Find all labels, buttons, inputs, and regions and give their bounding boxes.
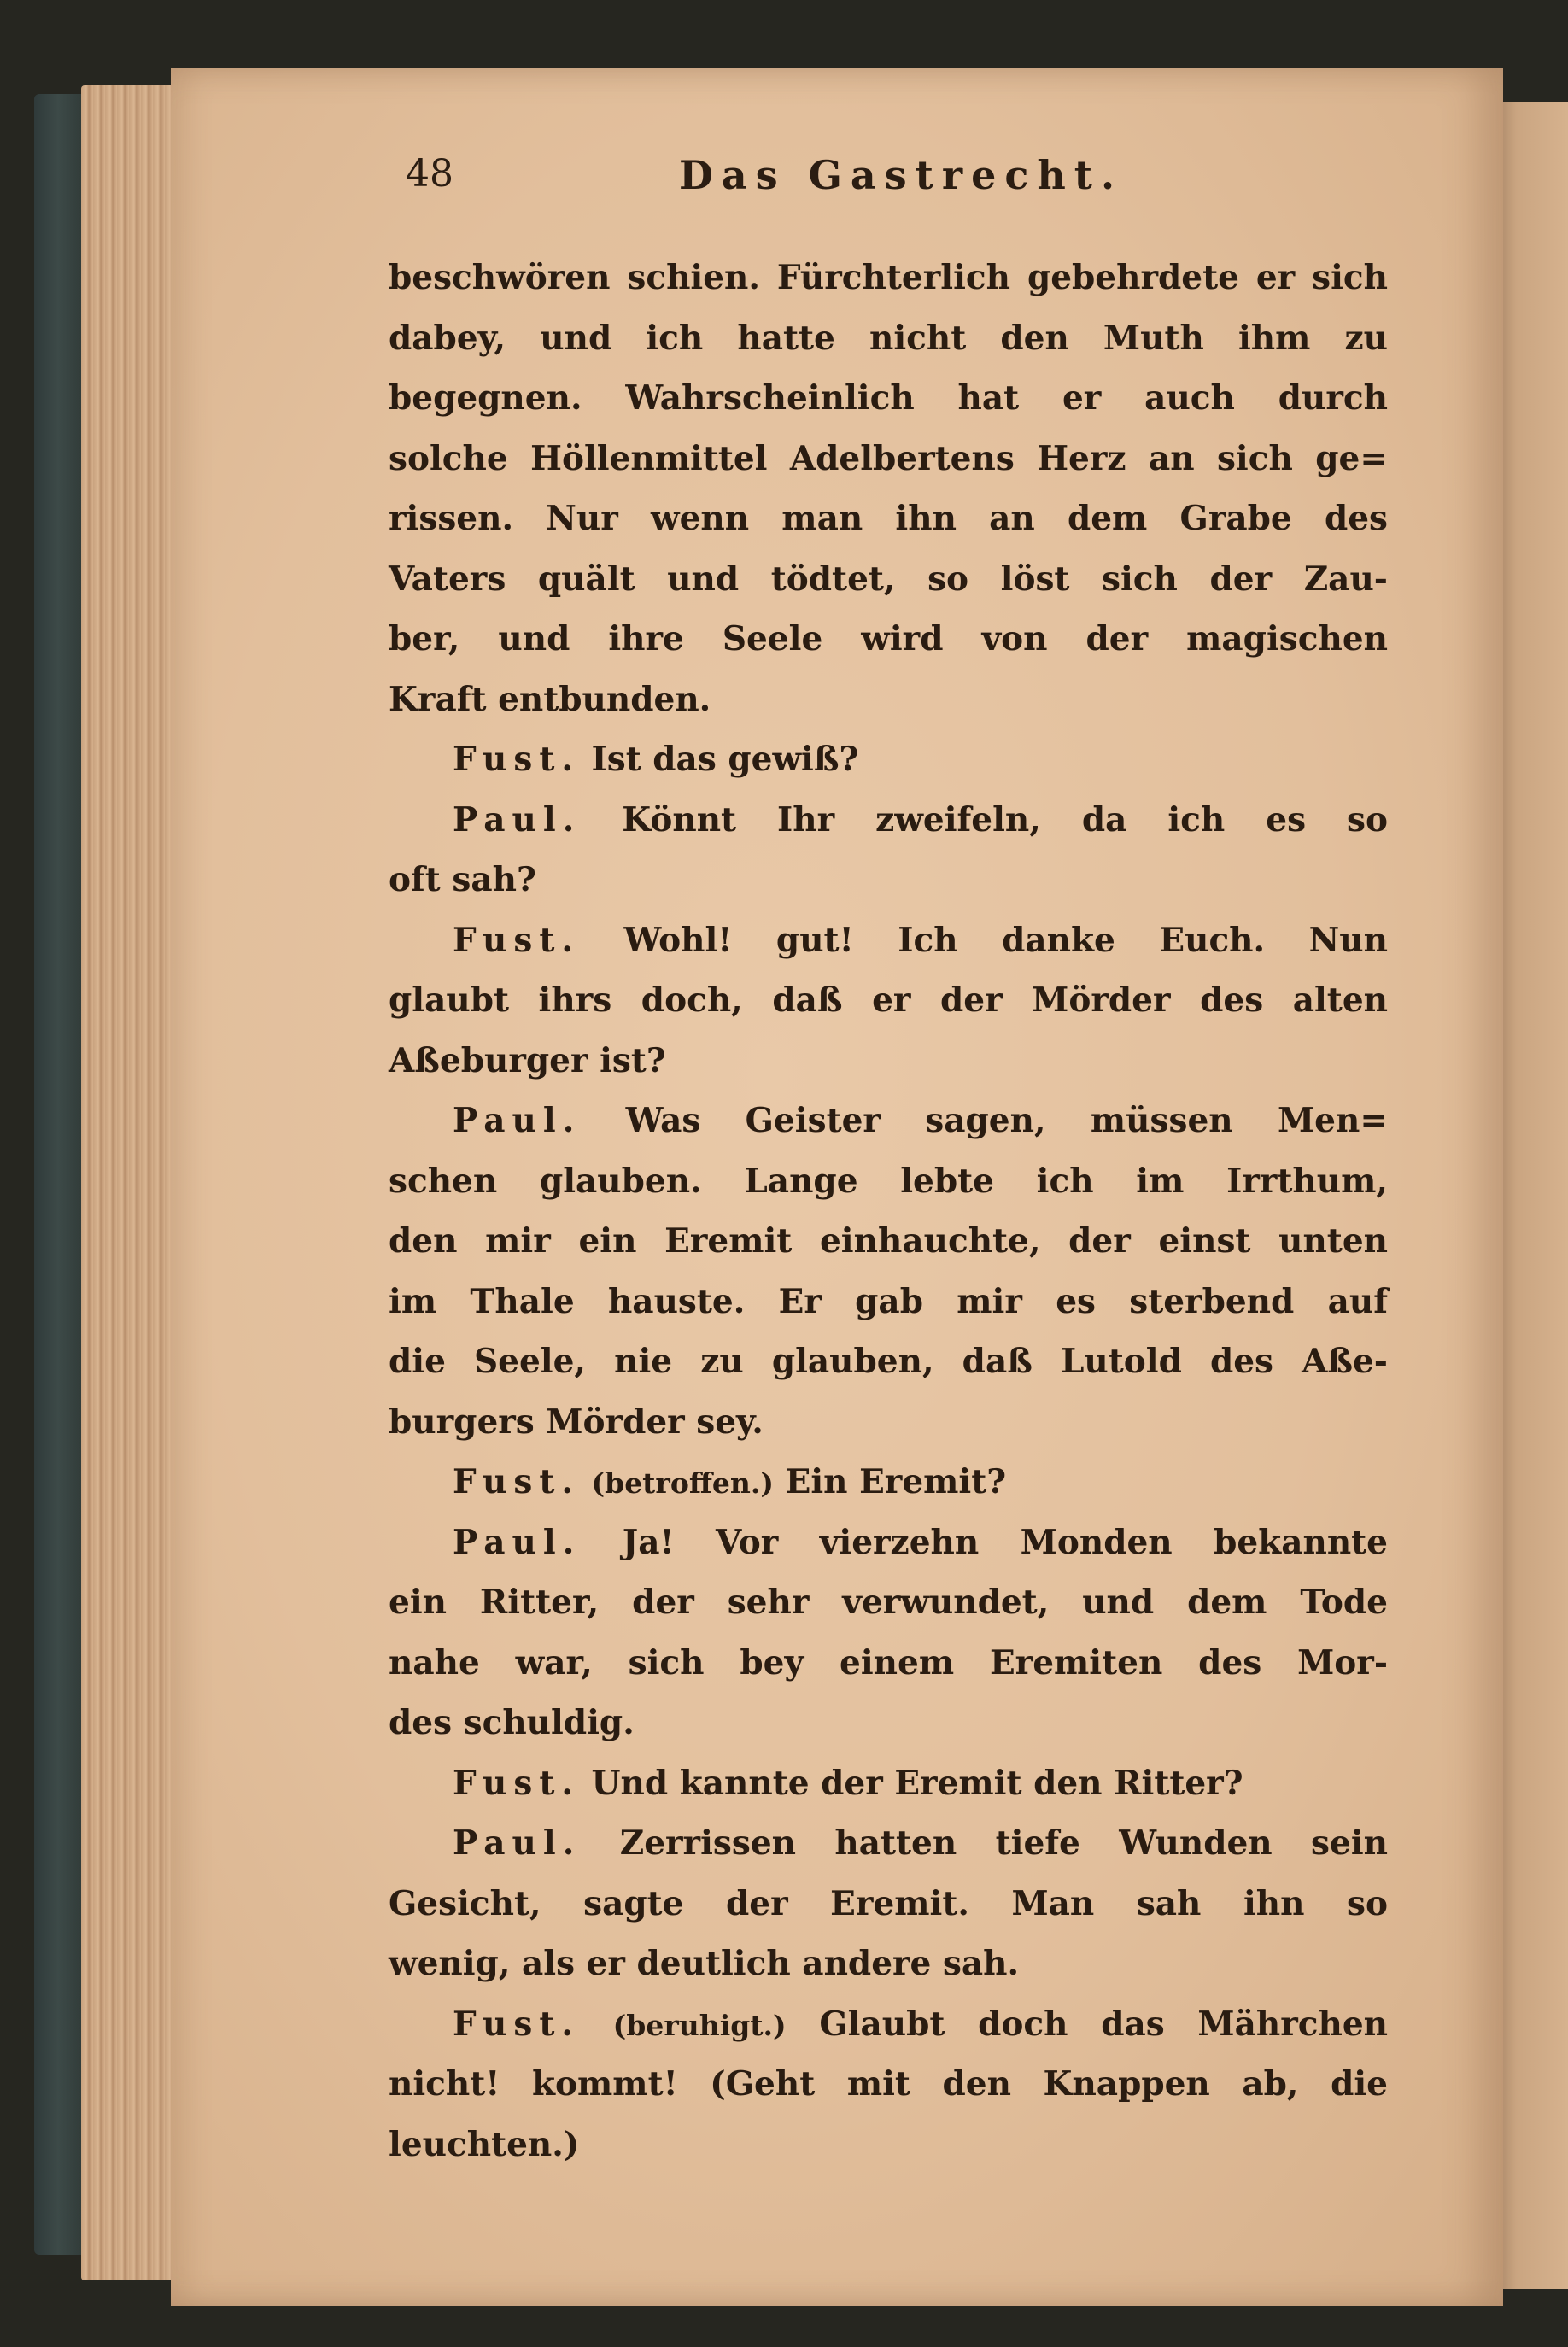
speaker-name: Paul.	[453, 799, 582, 840]
speaker-name: Fust.	[453, 920, 580, 960]
text-line	[389, 489, 1388, 549]
line-text: die Seele, nie zu glauben, daß Lutold des Aße-	[389, 1342, 1388, 1381]
page-number: 48	[406, 152, 453, 196]
facing-page-edge	[1495, 102, 1568, 2289]
text-line	[389, 970, 1388, 1031]
line-text: oft sah?	[389, 860, 536, 899]
line-text: begegnen. Wahrscheinlich hat er auch durch	[389, 378, 1388, 418]
line-text: Was Geister sagen, müssen Men=	[625, 1101, 1388, 1140]
speaker-name: Paul.	[453, 1101, 582, 1140]
line-text: Zerrissen hatten tiefe Wunden sein	[619, 1823, 1389, 1863]
line-text: Gesicht, sagte der Eremit. Man sah ihn so	[389, 1883, 1388, 1923]
line-text: Ein Eremit?	[785, 1462, 1007, 1501]
text-line	[389, 850, 1388, 910]
line-text: Könnt Ihr zweifeln, da ich es so	[622, 799, 1388, 840]
speaker-name: Fust.	[453, 740, 580, 779]
text-line	[389, 1272, 1388, 1332]
line-text: dabey, und ich hatte nicht den Muth ihm zu	[389, 318, 1388, 358]
text-line	[389, 670, 1388, 730]
text-line	[389, 368, 1388, 429]
stage-direction: (betroffen.)	[591, 1466, 775, 1500]
line-text: im Thale hauste. Er gab mir es sterbend auf	[389, 1281, 1388, 1321]
line-text: den mir ein Eremit einhauchte, der einst unten	[389, 1221, 1388, 1261]
text-line	[389, 1091, 1388, 1151]
text-line	[389, 910, 1388, 971]
line-text: des schuldig.	[389, 1703, 635, 1742]
text-line	[389, 429, 1388, 489]
text-line	[389, 609, 1388, 670]
line-text: nahe war, sich bey einem Eremiten des Mor-	[389, 1642, 1388, 1683]
text-line	[389, 1874, 1388, 1934]
text-line	[389, 1572, 1388, 1633]
text-line	[389, 1031, 1388, 1092]
page-header	[406, 152, 1413, 220]
line-text: Vaters quält und tödtet, so löst sich der Zau-	[389, 559, 1388, 599]
text-line	[389, 549, 1388, 610]
text-line	[389, 2115, 1388, 2175]
text-line	[389, 1934, 1388, 1994]
text-line	[389, 308, 1388, 369]
line-text: ber, und ihre Seele wird von der magischen	[389, 619, 1388, 658]
line-text: schen glauben. Lange lebte ich im Irrthum,	[389, 1161, 1388, 1201]
line-text: Kraft entbunden.	[389, 679, 711, 719]
text-line	[389, 1753, 1388, 1814]
line-text: Aßeburger ist?	[389, 1040, 666, 1080]
line-text: glaubt ihrs doch, daß er der Mörder des alten	[389, 980, 1388, 1020]
line-text: Und kannte der Eremit den Ritter?	[591, 1763, 1243, 1803]
text-line	[389, 1513, 1388, 1573]
line-text: ein Ritter, der sehr verwundet, und dem Tode	[389, 1583, 1388, 1622]
line-text: Glaubt doch das Mährchen	[819, 2004, 1389, 2044]
text-line	[389, 1151, 1388, 1212]
stage-direction: (beruhigt.)	[612, 2008, 787, 2042]
text-line	[389, 1452, 1388, 1513]
line-text: Wohl! gut! Ich danke Euch. Nun	[623, 920, 1389, 960]
line-text: beschwören schien. Fürchterlich gebehrdete er sich	[389, 258, 1388, 297]
speaker-name: Fust.	[453, 1462, 580, 1501]
speaker-name: Paul.	[453, 1522, 582, 1562]
line-text: solche Höllenmittel Adelbertens Herz an sich ge=	[389, 438, 1388, 478]
text-line	[389, 248, 1388, 308]
line-text: wenig, als er deutlich andere sah.	[389, 1944, 1020, 1983]
line-text: leuchten.)	[389, 2124, 580, 2164]
text-line	[389, 2054, 1388, 2115]
text-line	[389, 1633, 1388, 1694]
body-text	[389, 248, 1388, 2174]
line-text: Ja! Vor vierzehn Monden bekannte	[622, 1522, 1388, 1562]
line-text: rissen. Nur wenn man ihn an dem Grabe des	[389, 499, 1388, 538]
line-text: burgers Mörder sey.	[389, 1402, 764, 1442]
text-line	[389, 1693, 1388, 1753]
text-line	[389, 1211, 1388, 1272]
speaker-name: Fust.	[453, 1763, 580, 1803]
text-line	[389, 1813, 1388, 1874]
text-line	[389, 1332, 1388, 1392]
text-line	[389, 1994, 1388, 2055]
speaker-name: Fust.	[453, 2004, 580, 2044]
speaker-name: Paul.	[453, 1823, 582, 1863]
text-line	[389, 1392, 1388, 1453]
line-text: nicht! kommt! (Geht mit den Knappen ab, die	[389, 2064, 1388, 2104]
line-text: Ist das gewiß?	[591, 740, 859, 779]
text-line	[389, 790, 1388, 851]
running-title: Das Gastrecht.	[679, 152, 1124, 198]
text-line	[389, 729, 1388, 790]
